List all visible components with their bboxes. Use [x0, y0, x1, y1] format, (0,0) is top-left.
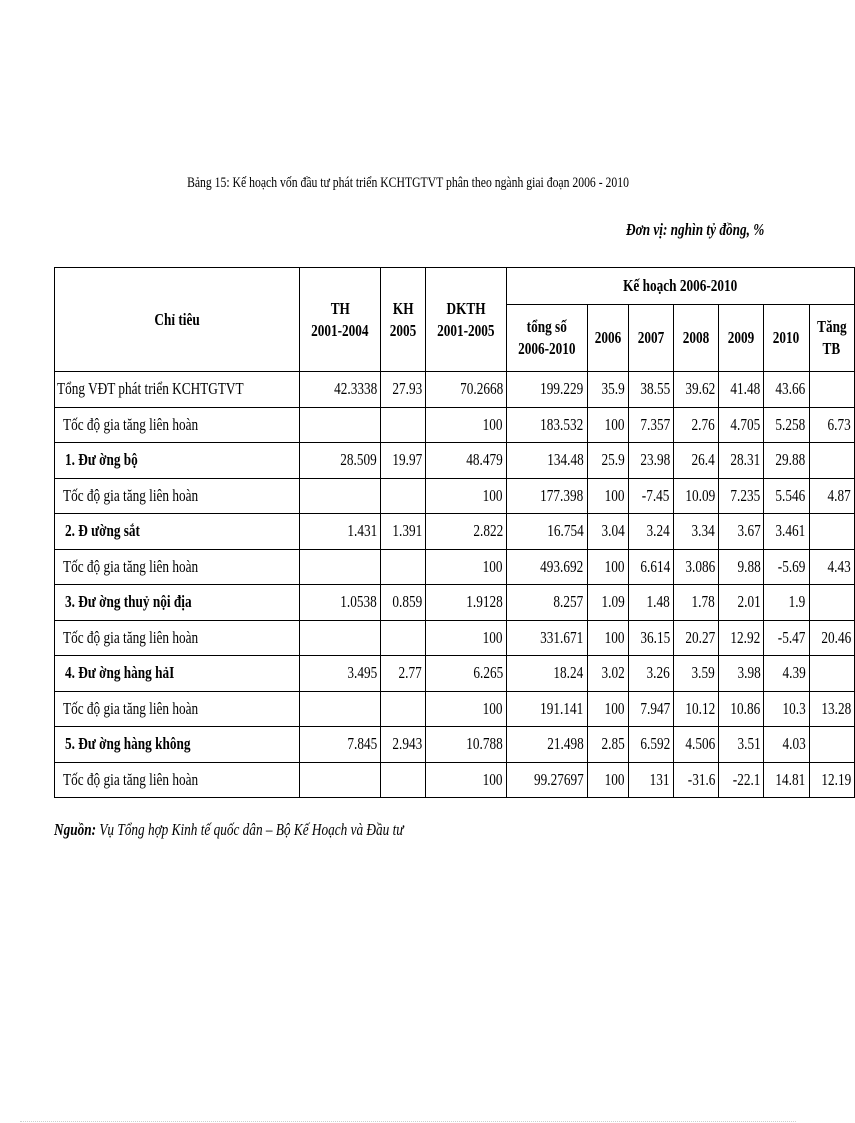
- table-cell: 10.788: [426, 727, 507, 763]
- table-cell: 6.73: [809, 407, 854, 443]
- table-cell: 25.9: [587, 443, 628, 479]
- table-cell: 41.48: [719, 372, 764, 408]
- header-year-2009: 2009: [719, 305, 764, 372]
- table-cell: [380, 478, 425, 514]
- table-cell: 3.51: [719, 727, 764, 763]
- table-cell: 100: [426, 762, 507, 798]
- table-cell: 10.12: [673, 691, 718, 727]
- table-cell: 1.391: [380, 514, 425, 550]
- header-dkth-2001-2005: DKTH 2001-2005: [426, 268, 507, 372]
- table-cell: 7.235: [719, 478, 764, 514]
- table-cell: 27.93: [380, 372, 425, 408]
- table-cell: 100: [426, 407, 507, 443]
- table-cell: [300, 620, 381, 656]
- table-cell: 18.24: [506, 656, 587, 692]
- header-tong-so: tổng số 2006-2010: [506, 305, 587, 372]
- table-cell: 21.498: [506, 727, 587, 763]
- table-cell: 20.27: [673, 620, 718, 656]
- header-chi-tieu: Chỉ tiêu: [55, 268, 300, 372]
- table-row: [55, 478, 855, 514]
- table-cell: [380, 691, 425, 727]
- table-cell: 2.943: [380, 727, 425, 763]
- header-th-2001-2004: TH 2001-2004: [300, 268, 381, 372]
- table-cell: 12.19: [809, 762, 854, 798]
- table-cell: [300, 478, 381, 514]
- row-label: 1. Đư ờng bộ: [55, 443, 300, 479]
- table-cell: [809, 585, 854, 621]
- table-cell: 8.257: [506, 585, 587, 621]
- table-row: [55, 585, 855, 621]
- table-cell: 3.461: [764, 514, 809, 550]
- table-row: [55, 443, 855, 479]
- header-ke-hoach: Kế hoạch 2006-2010: [506, 268, 854, 305]
- table-cell: 3.67: [719, 514, 764, 550]
- header-year-2008: 2008: [673, 305, 718, 372]
- table-cell: 177.398: [506, 478, 587, 514]
- table-cell: [809, 443, 854, 479]
- table-cell: 4.43: [809, 549, 854, 585]
- table-cell: [809, 514, 854, 550]
- table-cell: 1.78: [673, 585, 718, 621]
- table-cell: [300, 549, 381, 585]
- table-cell: 29.88: [764, 443, 809, 479]
- table-cell: -5.69: [764, 549, 809, 585]
- table-cell: 191.141: [506, 691, 587, 727]
- table-cell: 7.357: [628, 407, 673, 443]
- source-text: Vụ Tổng hợp Kinh tế quốc dân – Bộ Kế Hoạch và Đầu tư: [96, 820, 404, 839]
- header-year-2006: 2006: [587, 305, 628, 372]
- table-cell: 1.48: [628, 585, 673, 621]
- table-cell: 131: [628, 762, 673, 798]
- table-cell: 28.509: [300, 443, 381, 479]
- table-cell: 1.9: [764, 585, 809, 621]
- table-cell: 2.85: [587, 727, 628, 763]
- table-cell: 100: [426, 620, 507, 656]
- row-label: Tốc độ gia tăng liên hoàn: [55, 691, 300, 727]
- table-cell: 23.98: [628, 443, 673, 479]
- investment-plan-table: [54, 267, 855, 798]
- table-cell: 14.81: [764, 762, 809, 798]
- header-year-2010: 2010: [764, 305, 809, 372]
- table-cell: [300, 407, 381, 443]
- table-cell: 70.2668: [426, 372, 507, 408]
- table-cell: 100: [587, 407, 628, 443]
- table-cell: 3.495: [300, 656, 381, 692]
- table-cell: 493.692: [506, 549, 587, 585]
- table-cell: -7.45: [628, 478, 673, 514]
- table-cell: 5.258: [764, 407, 809, 443]
- table-row: [55, 549, 855, 585]
- table-cell: 39.62: [673, 372, 718, 408]
- table-cell: 100: [587, 620, 628, 656]
- table-row: [55, 620, 855, 656]
- table-cell: 100: [426, 691, 507, 727]
- table-cell: 36.15: [628, 620, 673, 656]
- table-cell: 1.9128: [426, 585, 507, 621]
- table-cell: [380, 762, 425, 798]
- table-cell: 331.671: [506, 620, 587, 656]
- table-cell: 12.92: [719, 620, 764, 656]
- row-label: 2. Đ ường sắt: [55, 514, 300, 550]
- table-cell: 1.431: [300, 514, 381, 550]
- table-cell: 10.3: [764, 691, 809, 727]
- table-cell: 3.24: [628, 514, 673, 550]
- header-kh-2005: KH 2005: [380, 268, 425, 372]
- table-cell: 3.34: [673, 514, 718, 550]
- table-row: [55, 514, 855, 550]
- table-cell: 2.76: [673, 407, 718, 443]
- table-cell: 4.03: [764, 727, 809, 763]
- table-cell: 28.31: [719, 443, 764, 479]
- page-bottom-border: [20, 1121, 796, 1122]
- source-lead: Nguồn:: [54, 820, 97, 839]
- table-cell: 38.55: [628, 372, 673, 408]
- table-cell: 6.265: [426, 656, 507, 692]
- row-label: Tốc độ gia tăng liên hoàn: [55, 478, 300, 514]
- table-cell: 100: [587, 478, 628, 514]
- table-cell: [300, 691, 381, 727]
- table-cell: -31.6: [673, 762, 718, 798]
- table-cell: 10.86: [719, 691, 764, 727]
- table-cell: [809, 727, 854, 763]
- table-cell: 3.04: [587, 514, 628, 550]
- table-cell: 20.46: [809, 620, 854, 656]
- table-cell: 100: [426, 478, 507, 514]
- table-row: [55, 691, 855, 727]
- table-cell: [809, 372, 854, 408]
- table-cell: 43.66: [764, 372, 809, 408]
- row-label: Tổng VĐT phát triển KCHTGTVT: [55, 372, 300, 408]
- row-label: Tốc độ gia tăng liên hoàn: [55, 407, 300, 443]
- table-cell: 183.532: [506, 407, 587, 443]
- table-cell: 134.48: [506, 443, 587, 479]
- table-cell: 4.87: [809, 478, 854, 514]
- row-label: Tốc độ gia tăng liên hoàn: [55, 549, 300, 585]
- table-cell: [380, 549, 425, 585]
- table-cell: [300, 762, 381, 798]
- table-cell: 3.98: [719, 656, 764, 692]
- table-row: [55, 727, 855, 763]
- table-cell: [380, 620, 425, 656]
- table-cell: 13.28: [809, 691, 854, 727]
- table-row: [55, 372, 855, 408]
- table-cell: 35.9: [587, 372, 628, 408]
- table-cell: 100: [587, 762, 628, 798]
- table-cell: [809, 656, 854, 692]
- row-label: 4. Đư ờng hàng hảI: [55, 656, 300, 692]
- table-cell: 6.614: [628, 549, 673, 585]
- table-cell: 3.26: [628, 656, 673, 692]
- table-row: [55, 762, 855, 798]
- table-cell: 16.754: [506, 514, 587, 550]
- table-cell: 42.3338: [300, 372, 381, 408]
- table-cell: 3.086: [673, 549, 718, 585]
- table-cell: 100: [587, 549, 628, 585]
- table-cell: 4.39: [764, 656, 809, 692]
- header-year-2007: 2007: [628, 305, 673, 372]
- table-cell: 10.09: [673, 478, 718, 514]
- table-cell: -5.47: [764, 620, 809, 656]
- table-cell: 5.546: [764, 478, 809, 514]
- table-cell: 9.88: [719, 549, 764, 585]
- table-cell: 7.947: [628, 691, 673, 727]
- table-body: [55, 372, 855, 798]
- table-cell: 7.845: [300, 727, 381, 763]
- table-cell: 3.59: [673, 656, 718, 692]
- table-cell: 2.77: [380, 656, 425, 692]
- table-cell: 100: [426, 549, 507, 585]
- header-tang-tb: Tăng TB: [809, 305, 854, 372]
- row-label: Tốc độ gia tăng liên hoàn: [55, 762, 300, 798]
- table-row: [55, 656, 855, 692]
- row-label: 5. Đư ờng hàng không: [55, 727, 300, 763]
- table-cell: 0.859: [380, 585, 425, 621]
- table-cell: 199.229: [506, 372, 587, 408]
- source-note: [54, 820, 403, 840]
- table-cell: -22.1: [719, 762, 764, 798]
- table-cell: 99.27697: [506, 762, 587, 798]
- row-label: 3. Đư ờng thuỷ nội địa: [55, 585, 300, 621]
- table-cell: 100: [587, 691, 628, 727]
- table-cell: 1.0538: [300, 585, 381, 621]
- table-cell: 1.09: [587, 585, 628, 621]
- table-row: [55, 407, 855, 443]
- table-cell: 48.479: [426, 443, 507, 479]
- table-cell: 3.02: [587, 656, 628, 692]
- table-cell: 4.705: [719, 407, 764, 443]
- table-cell: 26.4: [673, 443, 718, 479]
- table-cell: 6.592: [628, 727, 673, 763]
- table-cell: 4.506: [673, 727, 718, 763]
- table-title: Bảng 15: Kế hoạch vốn đầu tư phát triển KCHTGTVT phân theo ngành giai đoạn 2006 - 2010: [187, 175, 629, 191]
- unit-note: Đơn vị: nghìn tỷ đồng, %: [625, 220, 764, 239]
- row-label: Tốc độ gia tăng liên hoàn: [55, 620, 300, 656]
- table-cell: [380, 407, 425, 443]
- table-cell: 2.01: [719, 585, 764, 621]
- table-cell: 2.822: [426, 514, 507, 550]
- table-cell: 19.97: [380, 443, 425, 479]
